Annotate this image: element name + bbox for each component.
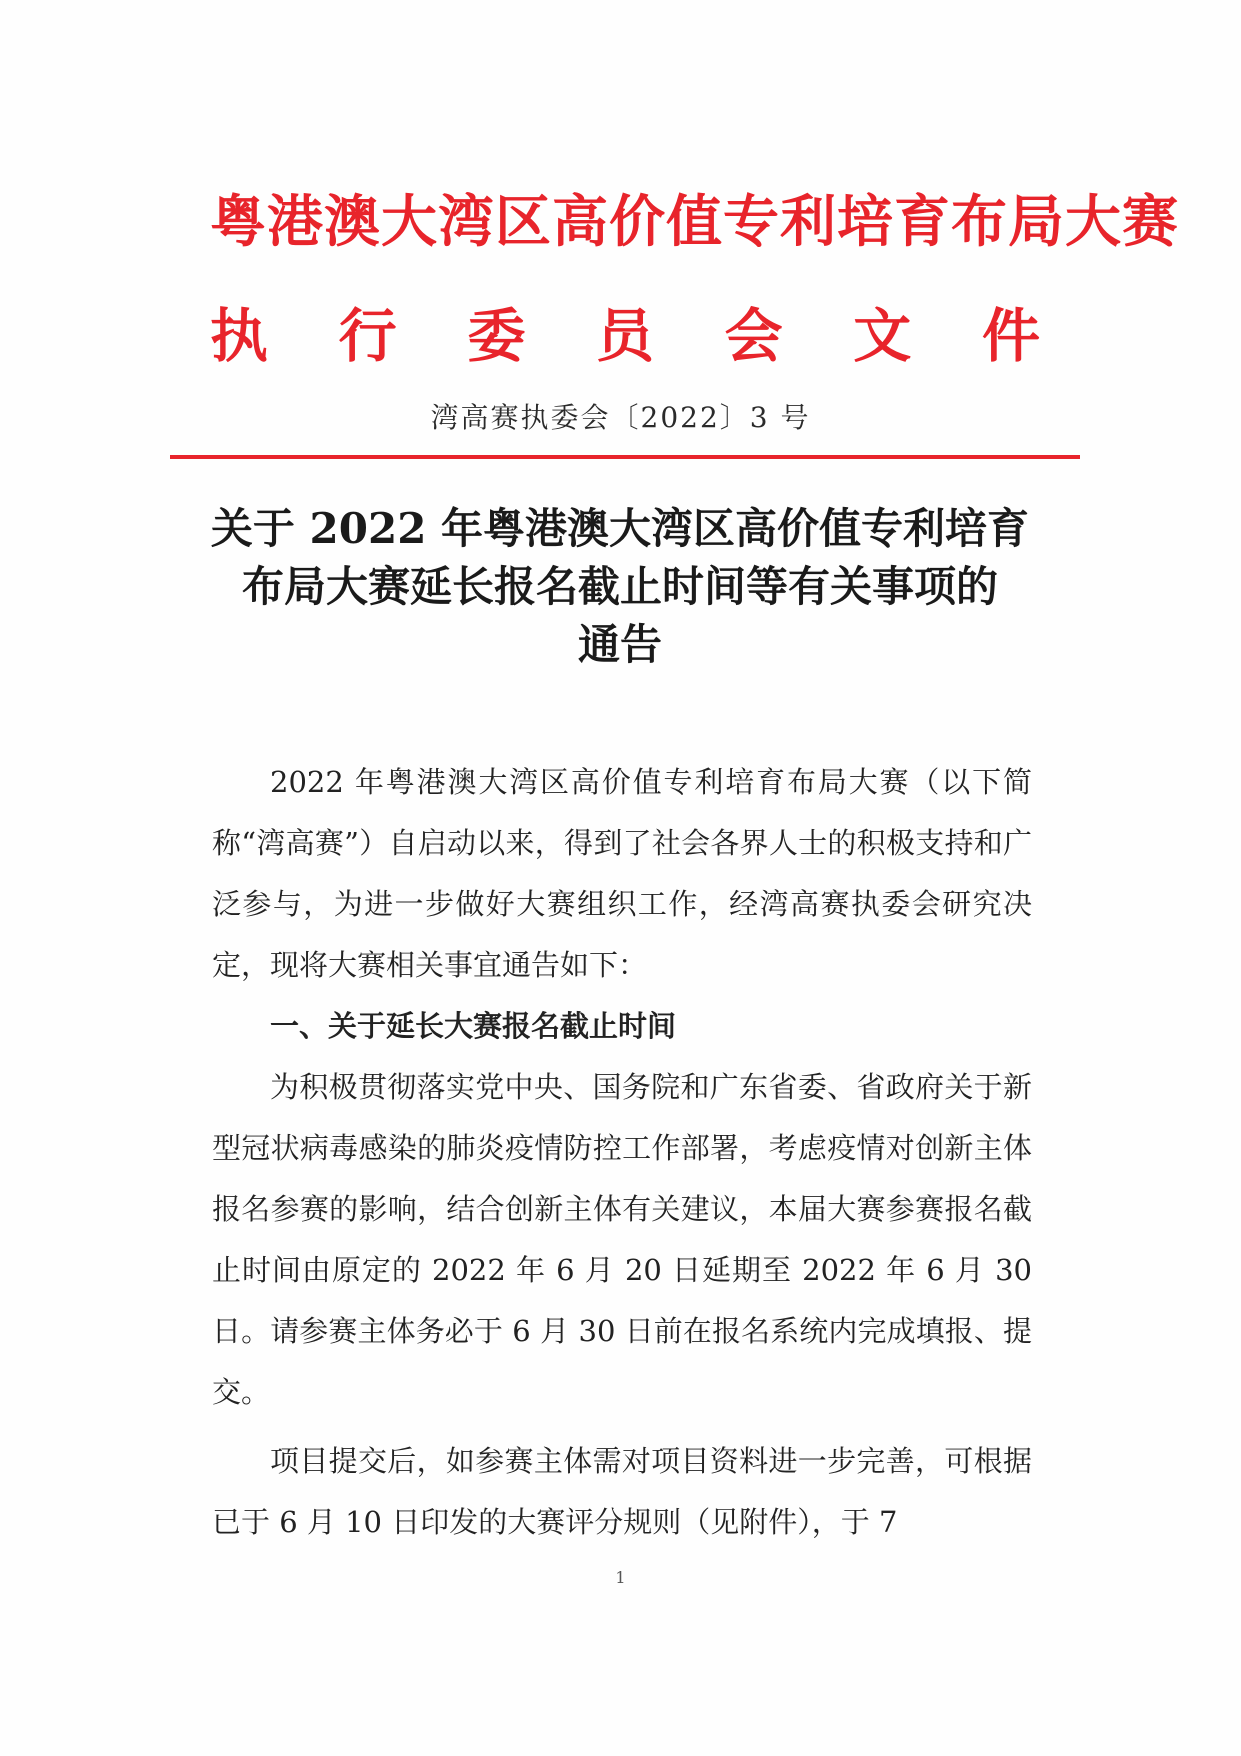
notice-title-line1: 关于 2022 年粤港澳大湾区高价值专利培育 <box>210 504 1030 553</box>
header-title-line1: 粤港澳大湾区高价值专利培育布局大赛 <box>210 190 1179 255</box>
section-paragraph: 项目提交后，如参赛主体需对项目资料进一步完善，可根据已于 6 月 10 日印发的大赛评分规则（见附件），于 7 <box>212 1444 1032 1539</box>
document-number: 湾高赛执委会〔2022〕3 号 <box>430 401 811 434</box>
header-char: 员 <box>595 302 654 370</box>
section-heading: 一、关于延长大赛报名截止时间 <box>270 1009 677 1043</box>
header-char: 件 <box>981 302 1040 370</box>
notice-title-line3: 通告 <box>577 620 662 669</box>
section-paragraph: 为积极贯彻落实党中央、国务院和广东省委、省政府关于新型冠状病毒感染的肺炎疫情防控工作部署，考虑疫情对创新主体报名参赛的影响，结合创新主体有关建议，本届大赛参赛报名截止时间由原定的 2022 年 6 月 20 日延期至 2022 年 6 月 30 日。请参赛主体务必于 6 月 30 日前在报名系统内完成填报、提交。 <box>212 1070 1032 1409</box>
header-char: 委 <box>467 302 526 370</box>
header-char: 行 <box>338 302 397 370</box>
red-divider <box>170 455 1080 459</box>
notice-title-line2: 布局大赛延长报名截止时间等有关事项的 <box>241 562 998 611</box>
page-number: 1 <box>615 1568 626 1587</box>
notice-title <box>190 500 1050 674</box>
intro-paragraph: 2022 年粤港澳大湾区高价值专利培育布局大赛（以下简称“湾高赛”）自启动以来，得到了社会各界人士的积极支持和广泛参与，为进一步做好大赛组织工作，经湾高赛执委会研究决定，现将大赛相关事宜通告如下： <box>212 765 1032 982</box>
header-char: 会 <box>724 302 783 370</box>
document-body <box>212 752 1032 1553</box>
header-char: 执 <box>210 302 269 370</box>
header-char: 文 <box>853 302 912 370</box>
header-title-line2 <box>210 300 1040 372</box>
